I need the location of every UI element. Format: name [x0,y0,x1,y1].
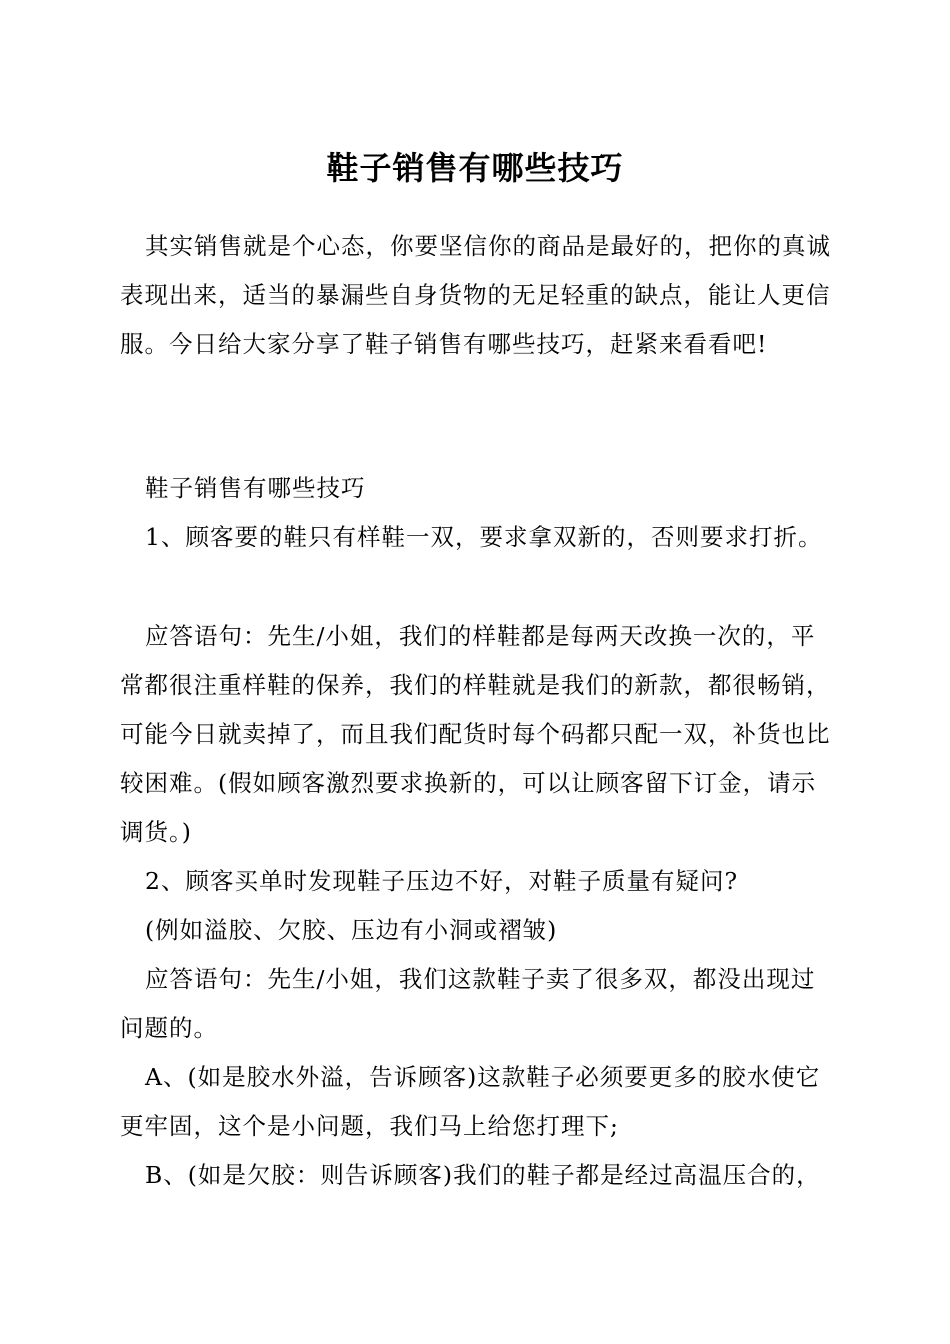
document-body [120,222,836,1200]
document-title: 鞋子销售有哪些技巧 [326,149,624,187]
intro-paragraph: 其实销售就是个心态，你要坚信你的商品是最好的，把你的真诚表现出来，适当的暴漏些自身货物的无足轻重的缺点，能让人更信服。今日给大家分享了鞋子销售有哪些技巧，赶紧来看看吧! [120,232,831,358]
spacer [120,562,836,612]
tip-2-case-b-paragraph: B、(如是欠胶：则告诉顾客)我们的鞋子都是经过高温压合的， [145,1161,821,1189]
tip-1-answer-paragraph: 应答语句：先生/小姐，我们的样鞋都是每两天改换一次的，平常都很注重样鞋的保养，我们的样鞋就是我们的新款，都很畅销，可能今日就卖掉了，而且我们配货时每个码都只配一双，补货也比较困难。(假如顾客激烈要求换新的，可以让顾客留下订金，请示调货。) [120,622,831,846]
section-heading: 鞋子销售有哪些技巧 [145,474,366,502]
spacer [120,369,836,464]
tip-1-paragraph: 1、顾客要的鞋只有样鞋一双，要求拿双新的，否则要求打折。 [145,523,823,551]
tip-2-answer-paragraph: 应答语句：先生/小姐，我们这款鞋子卖了很多双，都没出现过问题的。 [120,965,816,1042]
tip-2-paragraph: 2、顾客买单时发现鞋子压边不好，对鞋子质量有疑问? [145,867,739,895]
tip-2-case-a-paragraph: A、(如是胶水外溢，告诉顾客)这款鞋子必须要更多的胶水使它更牢固，这个是小问题，我们马上给您打理下; [120,1063,821,1140]
tip-2-example-paragraph: (例如溢胶、欠胶、压边有小洞或褶皱) [145,916,558,944]
